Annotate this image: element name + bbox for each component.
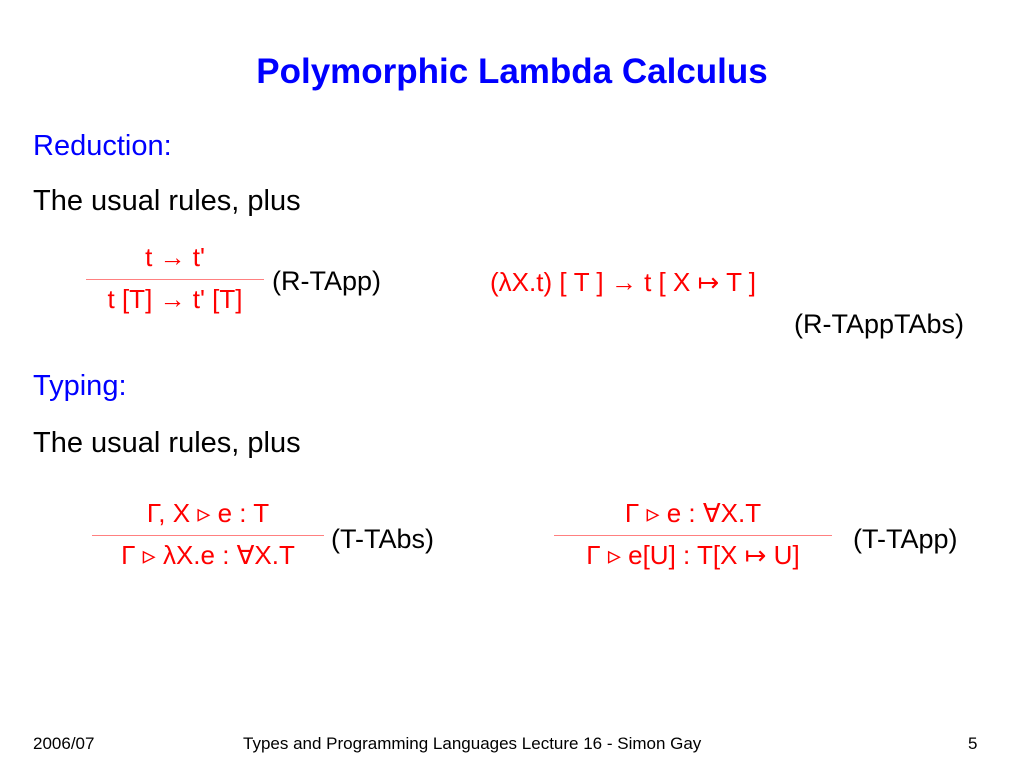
rule-r-tapptabs: (λX.t) [ T ] → t [ X ↦ T ] [490, 267, 756, 297]
rule-label-r-tapp: (R-TApp) [272, 266, 382, 296]
inference-line [92, 535, 324, 536]
slide-title: Polymorphic Lambda Calculus [256, 52, 768, 91]
reduction-intro: The usual rules, plus [33, 185, 301, 217]
footer-date: 2006/07 [33, 734, 95, 753]
typing-intro: The usual rules, plus [33, 427, 301, 459]
rule-t-tapp [554, 498, 832, 571]
rule-r-tapp [86, 242, 264, 315]
footer-page-number: 5 [968, 734, 978, 753]
rule-t-tabs [92, 498, 324, 571]
footer-course: Types and Programming Languages Lecture 16 - Simon Gay [243, 734, 702, 753]
rule-label-t-tapp: (T-TApp) [853, 524, 958, 554]
reduction-heading: Reduction: [33, 130, 172, 162]
rule-premise: t → t' [145, 242, 205, 272]
typing-heading: Typing: [33, 370, 127, 402]
rule-conclusion: Γ ▹ e[U] : T[X ↦ U] [586, 540, 800, 570]
inference-line [86, 279, 264, 280]
rule-label-r-tapptabs: (R-TAppTAbs) [794, 309, 965, 339]
rule-label-t-tabs: (T-TAbs) [331, 524, 434, 554]
rule-premise: Γ, X ▹ e : T [146, 498, 270, 528]
inference-line [554, 535, 832, 536]
rule-conclusion: Γ ▹ λX.e : ∀X.T [121, 540, 295, 570]
rule-premise: Γ ▹ e : ∀X.T [624, 498, 762, 528]
rule-conclusion: t [T] → t' [T] [107, 284, 243, 314]
